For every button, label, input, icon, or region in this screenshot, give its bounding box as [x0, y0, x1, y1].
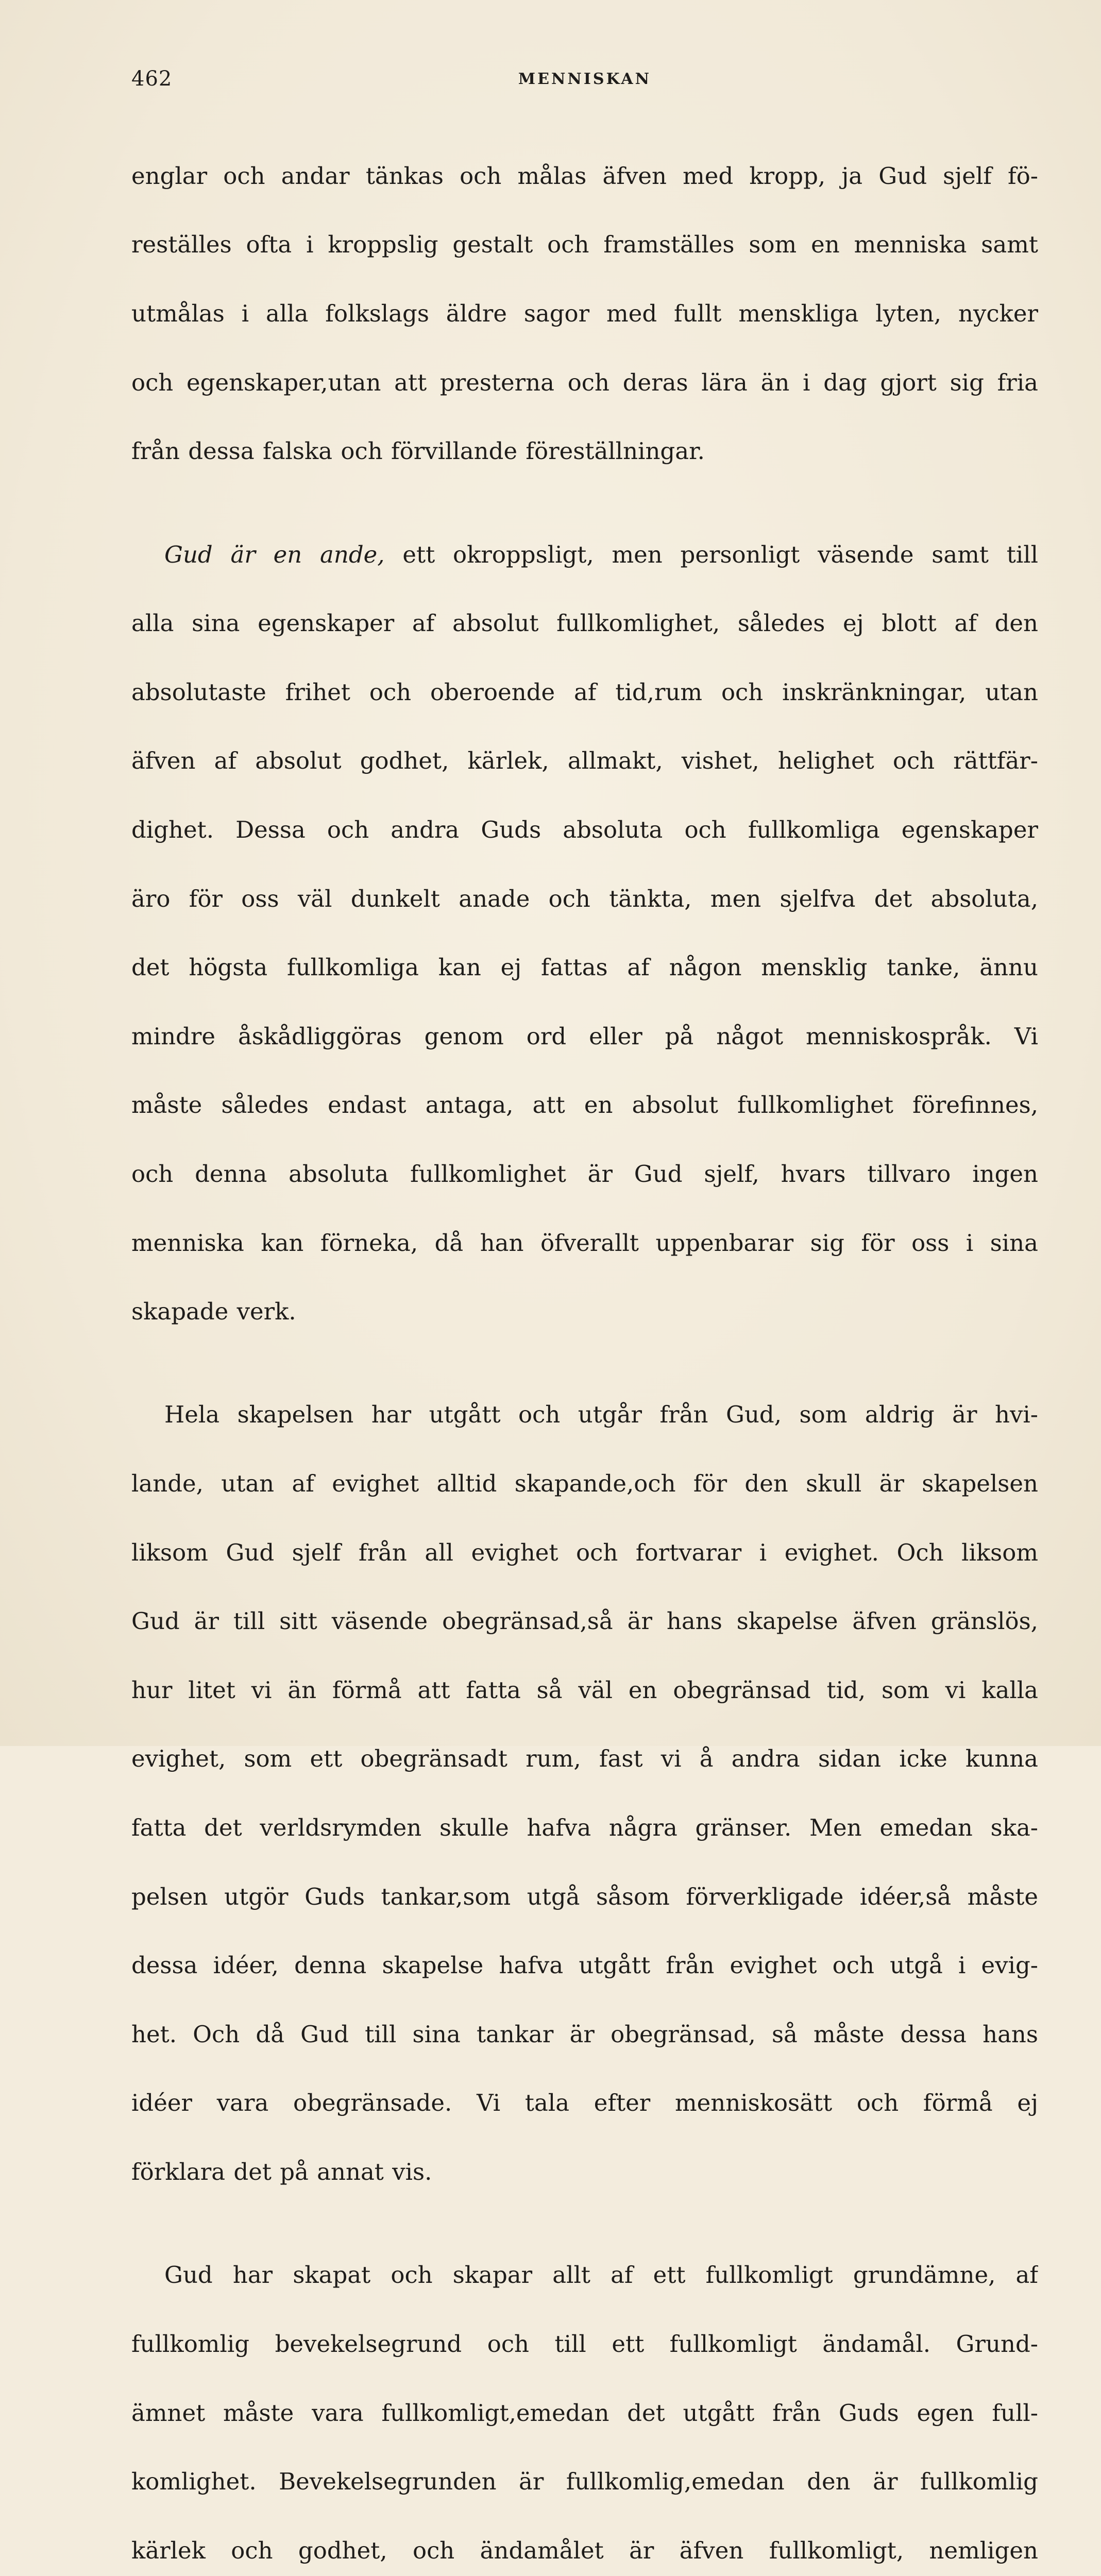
text-line: liksom Gud sjelf från all evighet och fortvarar i evighet. Och liksom: [131, 1538, 1038, 1566]
text-line: [131, 538, 1038, 572]
text-line: het. Och då Gud till sina tankar är obegränsad, så måste dessa hans: [131, 2020, 1038, 2048]
text-line: dighet. Dessa och andra Guds absoluta och fullkomliga egenskaper: [131, 816, 1038, 843]
text-line: det högsta fullkomliga kan ej fattas af någon mensklig tanke, ännu: [131, 954, 1038, 981]
italic-phrase: Gud är en ande,: [164, 540, 385, 568]
text-line: komlighet. Bevekelsegrunden är fullkomlig,emedan den är fullkomlig: [131, 2468, 1038, 2496]
text-line: dessa idéer, denna skapelse hafva utgått från evighet och utgå i evig-: [131, 1952, 1038, 1979]
text-line: Gud har skapat och skapar allt af ett fullkomligt grundämne, af: [164, 2261, 1038, 2289]
text-line: lande, utan af evighet alltid skapande,och för den skull är skapelsen: [131, 1470, 1038, 1498]
page-header: [131, 67, 1038, 98]
text-line: Gud är till sitt väsende obegränsad,så är hans skapelse äfven gränslös,: [131, 1607, 1038, 1635]
text-line: utmålas i alla folkslags äldre sagor med fullt menskliga lyten, nycker: [131, 299, 1038, 327]
text-line: fullkomlig bevekelsegrund och till ett fullkomligt ändamål. Grund-: [131, 2330, 1038, 2358]
page-number: 462: [131, 67, 173, 91]
paragraph-3: [131, 1364, 1038, 2224]
text-line: Hela skapelsen har utgått och utgår från Gud, som aldrig är hvi-: [164, 1401, 1038, 1429]
body-text: [131, 125, 1038, 2576]
text-line: menniska kan förneka, då han öfverallt uppenbarar sig för oss i sina: [131, 1229, 1038, 1257]
paragraph-2: [131, 503, 1038, 1364]
text-line: från dessa falska och förvillande föreställningar.: [131, 437, 705, 465]
paragraph-1: [131, 125, 1038, 503]
running-head: MENNISKAN: [518, 70, 652, 88]
text-line: englar och andar tänkas och målas äfven med kropp, ja Gud sjelf fö-: [131, 162, 1038, 190]
text-line: hur litet vi än förmå att fatta så väl en obegränsad tid, som vi kalla: [131, 1676, 1038, 1704]
text-line: fatta det verldsrymden skulle hafva några gränser. Men emedan ska-: [131, 1814, 1038, 1842]
text-line: pelsen utgör Guds tankar,som utgå såsom förverkligade idéer,så måste: [131, 1883, 1038, 1910]
text-line: idéer vara obegränsade. Vi tala efter menniskosätt och förmå ej: [131, 2089, 1038, 2117]
text-line: alla sina egenskaper af absolut fullkomlighet, således ej blott af den: [131, 609, 1038, 637]
text-line: mindre åskådliggöras genom ord eller på något menniskospråk. Vi: [131, 1022, 1038, 1050]
text-line: reställes ofta i kroppslig gestalt och framställes som en menniska samt: [131, 231, 1038, 259]
text-line: måste således endast antaga, att en absolut fullkomlighet förefinnes,: [131, 1091, 1038, 1119]
text-line: skapade verk.: [131, 1298, 296, 1326]
text-line: kärlek och godhet, och ändamålet är äfven fullkomligt, nemligen: [131, 2536, 1038, 2564]
text-line: äro för oss väl dunkelt anade och tänkta, men sjelfva det absoluta,: [131, 885, 1038, 912]
text-line: evighet, som ett obegränsadt rum, fast vi å andra sidan icke kunna: [131, 1745, 1038, 1773]
text-line: förklara det på annat vis.: [131, 2158, 432, 2186]
text-line: och denna absoluta fullkomlighet är Gud sjelf, hvars tillvaro ingen: [131, 1160, 1038, 1188]
text-line: absolutaste frihet och oberoende af tid,rum och inskränkningar, utan: [131, 678, 1038, 706]
text-line: äfven af absolut godhet, kärlek, allmakt, vishet, helighet och rättfär-: [131, 747, 1038, 775]
text-line: och egenskaper,utan att presterna och deras lära än i dag gjort sig fria: [131, 368, 1038, 396]
paragraph-4: [131, 2224, 1038, 2576]
text-line: ämnet måste vara fullkomligt,emedan det utgått från Guds egen full-: [131, 2399, 1038, 2427]
line-rest: ett okroppsligt, men personligt väsende samt till: [384, 540, 1038, 568]
